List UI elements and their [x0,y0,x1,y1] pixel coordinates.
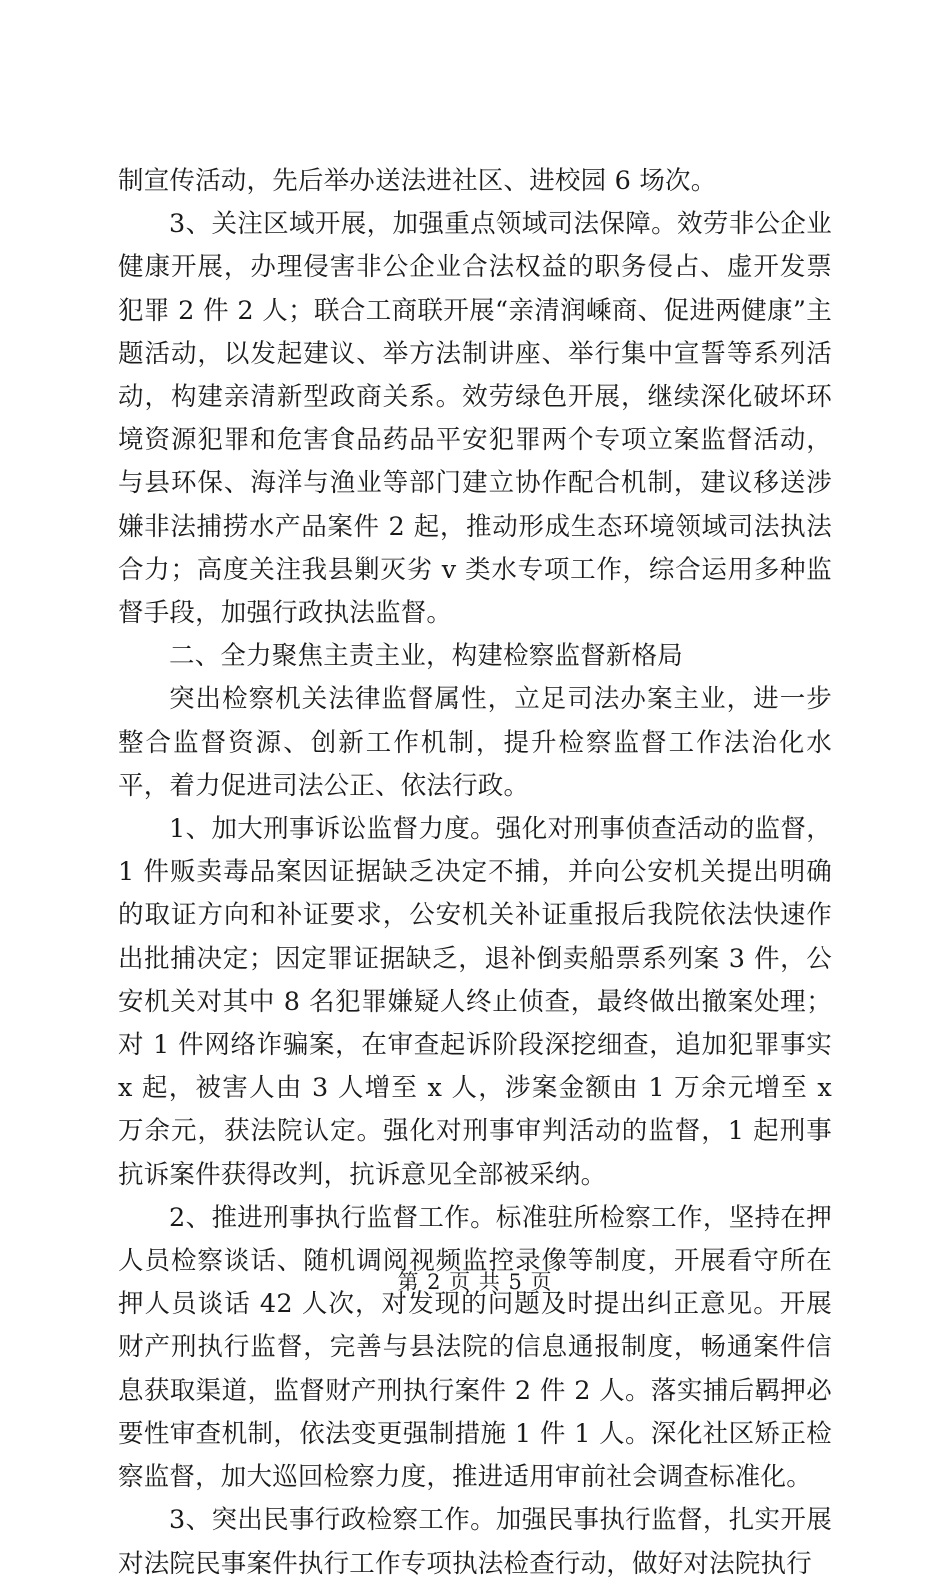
paragraph: 突出检察机关法律监督属性，立足司法办案主业，进一步整合监督资源、创新工作机制，提升检察监督工作法治化水平，着力促进司法公正、依法行政。 [118,684,832,801]
paragraph: 制宣传活动，先后举办送法进社区、进校园 6 场次。 [118,166,717,196]
page-footer: 第 2 页 共 5 页 [397,1270,553,1294]
paragraph: 3、突出民事行政检察工作。加强民事执行监督，扎实开展对法院民事案件执行工作专项执法检查行动，做好对法院执行 [118,1505,832,1579]
paragraph: 3、关注区域开展，加强重点领域司法保障。效劳非公企业健康开展，办理侵害非公企业合法权益的职务侵占、虚开发票犯罪 2 件 2 人；联合工商联开展“亲清润嵊商、促进两健康”主题活动，以发起建议、举方法制讲座、举行集中宣誓等系列活动，构建亲清新型政商关系。效劳绿色开展，继续深化破坏环境资源犯罪和危害食品药品平安犯罪两个专项立案监督活动，与县环保、海洋与渔业等部门建立协作配合机制，建议移送涉嫌非法捕捞水产品案件 2 起，推动形成生态环境领域司法执法合力；高度关注我县剿灭劣 v 类水专项工作，综合运用多种监督手段，加强行政执法监督。 [118,209,832,629]
paragraph: 2、推进刑事执行监督工作。标准驻所检察工作，坚持在押人员检察谈话、随机调阅视频监控录像等制度，开展看守所在押人员谈话 42 人次，对发现的问题及时提出纠正意见。开展财产刑执行监督，完善与县法院的信息通报制度，畅通案件信息获取渠道，监督财产刑执行案件 2 件 2 人。落实捕后羁押必要性审查机制，依法变更强制措施 1 件 1 人。深化社区矫正检察监督，加大巡回检察力度，推进适用审前社会调查标准化。 [118,1202,832,1493]
section-heading: 二、全力聚焦主责主业，构建检察监督新格局 [169,641,684,672]
document-body [118,160,832,1586]
paragraph: 1、加大刑事诉讼监督力度。强化对刑事侦查活动的监督，1 件贩卖毒品案因证据缺乏决定不捕，并向公安机关提出明确的取证方向和补证要求，公安机关补证重报后我院依法快速作出批捕决定；因定罪证据缺乏，退补倒卖船票系列案 3 件，公安机关对其中 8 名犯罪嫌疑人终止侦查，最终做出撤案处理；对 1 件网络诈骗案，在审查起诉阶段深挖细查，追加犯罪事实 x 起，被害人由 3 人增至 x 人，涉案金额由 1 万余元增至 x 万余元，获法院认定。强化对刑事审判活动的监督，1 起刑事抗诉案件获得改判，抗诉意见全部被采纳。 [118,814,832,1190]
